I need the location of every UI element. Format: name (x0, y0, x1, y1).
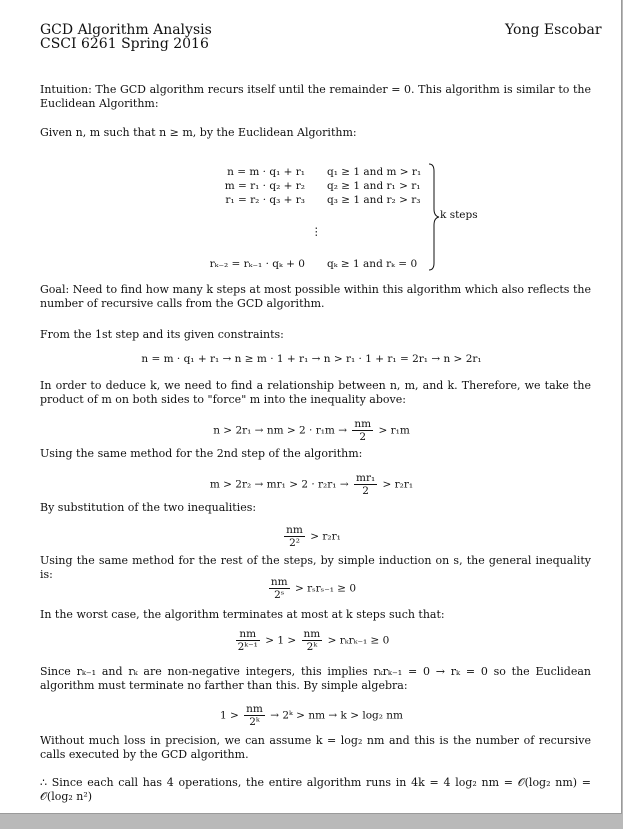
doc-title: GCD Algorithm Analysis (40, 22, 212, 38)
equation-6-fraction-1 (236, 628, 260, 653)
equation-2-rhs: > r₁m (378, 424, 410, 437)
equation-3-fraction (354, 472, 377, 497)
doc-author: Yong Escobar (505, 22, 602, 38)
doc-course: CSCI 6261 Spring 2016 (40, 36, 209, 52)
intuition-paragraph: Intuition: The GCD algorithm recurs itself until the remainder = 0. This algorithm is similar to the Euclidean Algorithm: (40, 83, 591, 110)
deduce-paragraph: In order to deduce k, we need to find a relationship between n, m, and k. Therefore, we take the product of m on both sides to "force" m into the inequality above: (40, 379, 591, 406)
system-eq-2: m = r₁ · q₂ + r₂ (224, 180, 305, 192)
equation-5 (0, 576, 623, 601)
brace-label: k steps (440, 209, 478, 221)
fraction-numerator: nm (246, 703, 263, 715)
second-step-paragraph: Using the same method for the 2nd step of the algorithm: (40, 447, 363, 460)
equation-7-rhs: → 2ᵏ > nm → k > log₂ nm (270, 709, 404, 722)
system-eq-3: r₁ = r₂ · q₃ + r₃ (225, 194, 305, 206)
system-cond-2: q₂ ≥ 1 and r₁ > r₁ (327, 180, 421, 192)
worst-case-paragraph: In the worst case, the algorithm terminates at most at k steps such that: (40, 608, 445, 621)
equation-2-lhs: n > 2r₁ → nm > 2 · r₁m → (213, 424, 348, 437)
system-cond-3: q₃ ≥ 1 and r₂ > r₃ (327, 194, 421, 206)
equation-6-rhs: > rₖrₖ₋₁ ≥ 0 (327, 634, 390, 647)
equation-5-fraction (269, 576, 290, 601)
equation-3-rhs: > r₂r₁ (382, 478, 414, 491)
fraction-numerator: nm (354, 418, 372, 430)
equation-3 (0, 472, 623, 497)
fraction-denominator: 2 (362, 485, 369, 497)
since-paragraph: Since rₖ₋₁ and rₖ are non-negative integers, this implies rₖrₖ₋₁ = 0 → rₖ = 0 so the Euclidean algorithm must terminate no farther than this. By simple algebra: (40, 665, 591, 692)
substitution-paragraph: By substitution of the two inequalities: (40, 501, 257, 514)
equation-5-rhs: > rₛrₛ₋₁ ≥ 0 (294, 582, 357, 595)
system-cond-k: qₖ ≥ 1 and rₖ = 0 (327, 258, 418, 270)
rest-paragraph: Using the same method for the rest of the steps, by simple induction on s, the general inequality is: (40, 554, 591, 581)
equation-2-fraction (352, 418, 373, 443)
fraction-denominator: 2ᵏ (306, 641, 318, 653)
fraction-numerator: nm (303, 628, 321, 640)
equation-6-fraction-2 (302, 628, 323, 653)
fraction-denominator: 2ᵏ (249, 716, 260, 728)
equation-7-fraction (244, 703, 265, 728)
fraction-denominator: 2ˢ (274, 589, 285, 601)
equation-4 (0, 524, 623, 549)
equation-4-rhs: > r₂r₁ (310, 530, 341, 543)
equation-7 (0, 703, 623, 728)
given-paragraph: Given n, m such that n ≥ m, by the Euclidean Algorithm: (40, 126, 357, 139)
equation-6-middle: > 1 > (265, 634, 297, 647)
equation-2 (0, 418, 623, 443)
equation-4-fraction (284, 524, 305, 549)
system-cond-1: q₁ ≥ 1 and m > r₁ (327, 166, 422, 178)
fraction-numerator: nm (286, 524, 303, 536)
fraction-numerator: mr₁ (355, 472, 376, 484)
equation-1: n = m · q₁ + r₁ → n ≥ m · 1 + r₁ → n > r₁ · 1 + r₁ = 2r₁ → n > 2r₁ (141, 353, 482, 365)
fraction-numerator: nm (236, 628, 260, 641)
fraction-numerator: nm (270, 576, 288, 588)
fraction-denominator: 2 (359, 431, 367, 443)
conclusion-paragraph: ∴ Since each call has 4 operations, the entire algorithm runs in 4k = 4 log₂ nm = 𝒪(log₂ nm) = 𝒪(log₂ n²) (40, 776, 591, 803)
equation-7-lhs: 1 > (219, 709, 239, 722)
system-eq-k: rₖ₋₂ = rₖ₋₁ · qₖ + 0 (209, 258, 305, 270)
fraction-denominator: 2ᵏ⁻¹ (237, 641, 258, 653)
fraction-denominator: 2² (289, 537, 300, 549)
equation-6 (0, 628, 623, 653)
system-vdots: ⋮ (311, 226, 322, 238)
system-eq-1: n = m · q₁ + r₁ (227, 166, 305, 178)
precision-paragraph: Without much loss in precision, we can assume k = log₂ nm and this is the number of recursive calls executed by the GCD algorithm. (40, 734, 591, 761)
right-brace-icon (428, 163, 440, 271)
goal-paragraph: Goal: Need to find how many k steps at most possible within this algorithm which also reflects the number of recursive calls from the GCD algorithm. (40, 283, 591, 310)
equation-3-lhs: m > 2r₂ → mr₁ > 2 · r₂r₁ → (209, 478, 349, 491)
first-step-paragraph: From the 1st step and its given constraints: (40, 328, 284, 341)
